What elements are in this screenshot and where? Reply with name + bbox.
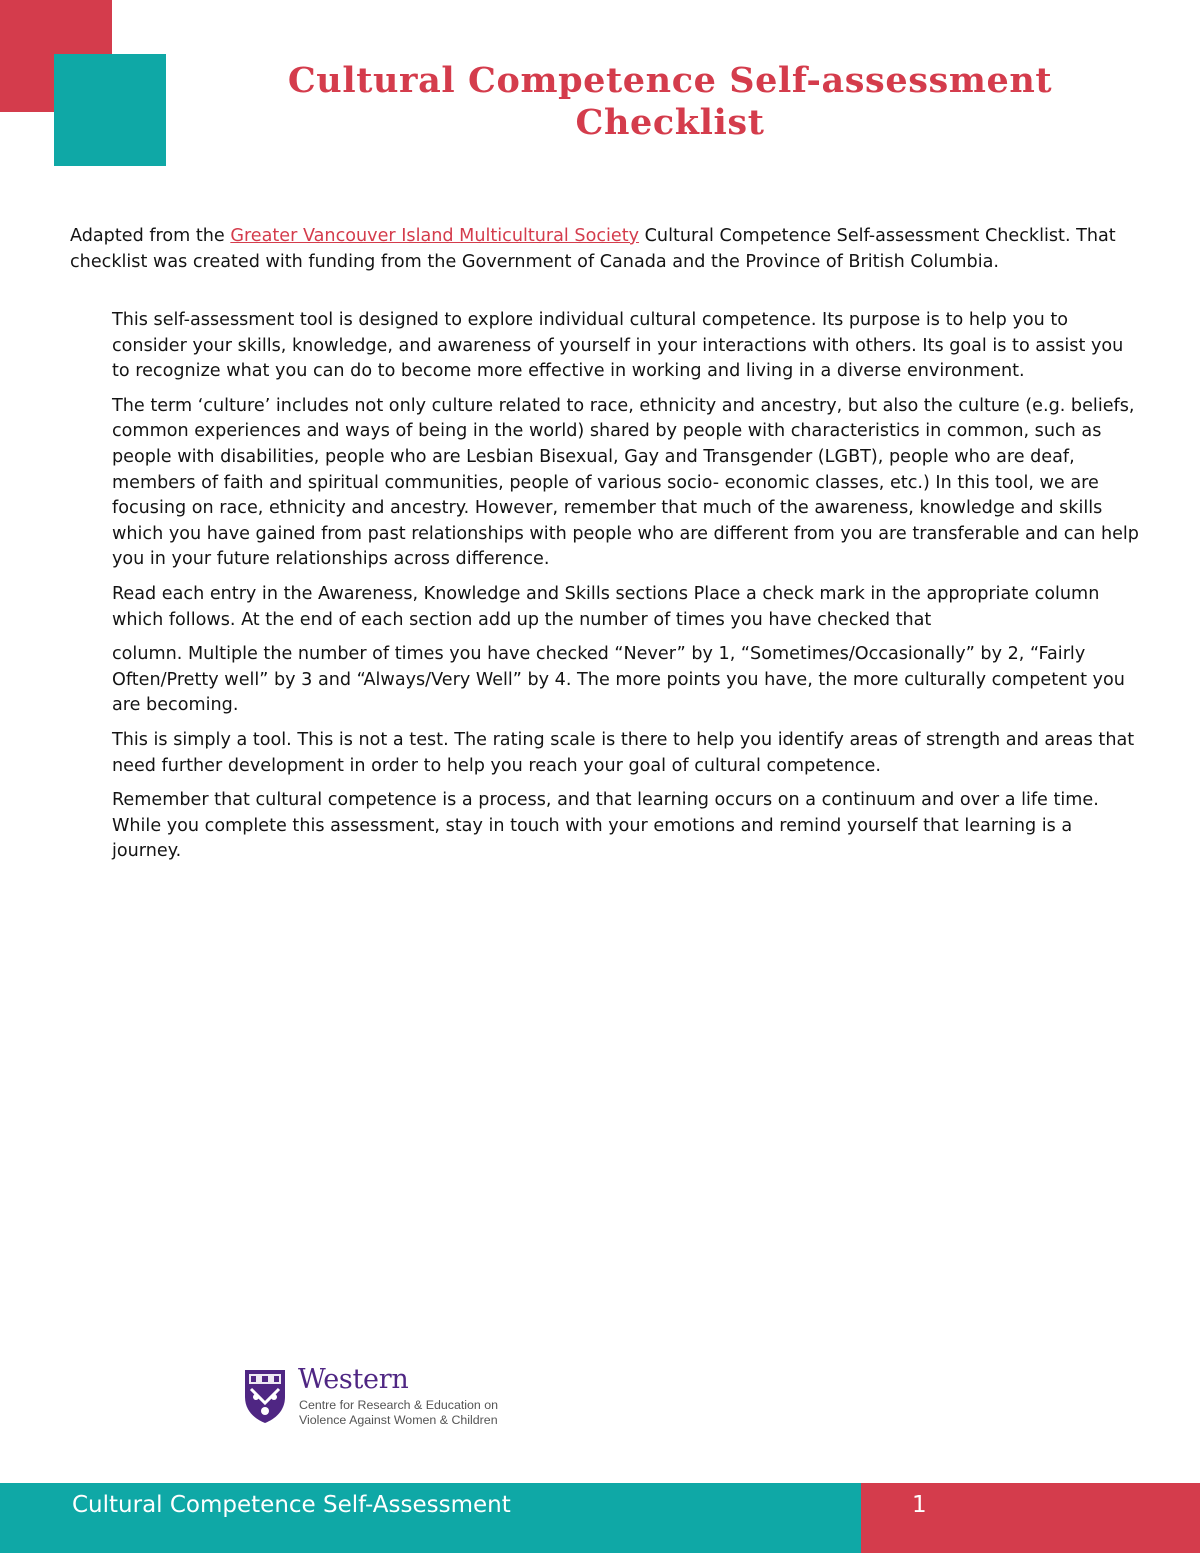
intro-paragraph [70,223,1145,275]
logo-subtitle-line-2: Violence Against Women & Children [299,1412,498,1427]
paragraph-instructions: Read each entry in the Awareness, Knowledge and Skills sections Place a check mark in the appropriate column which follows. At the end of each section add up the number of times you have checked that [112,583,1100,630]
title-line-1: Cultural Competence Self-assessment [287,60,1053,101]
footer-page-number-bar [861,1483,1200,1553]
intro-prefix: Adapted from the [70,226,231,246]
paragraph-purpose: This self-assessment tool is designed to explore individual cultural competence. Its purpose is to help you to consider your skills, knowledge, and awareness of yourself in your interactions with others. Its goal is to assist you to recognize what you can do to become more effective in working and living in a diverse environment. [112,310,1124,382]
western-shield-icon [242,1367,288,1425]
gvims-link[interactable]: Greater Vancouver Island Multicultural Society [230,226,640,246]
logo-name: Western [298,1364,409,1395]
decorative-teal-square [54,54,166,166]
intro-suffix: Cultural Competence Self-assessment Checklist. That checklist was created with funding from the Government of Canada and the Province of British Columbia. [70,226,1116,272]
paragraph-process: Remember that cultural competence is a process, and that learning occurs on a continuum and over a life time. While you complete this assessment, stay in touch with your emotions and remind yourself that learning is a journey. [112,790,1099,862]
western-logo [242,1364,542,1433]
paragraph-culture-definition: The term ‘culture’ includes not only culture related to race, ethnicity and ancestry, but also the culture (e.g. beliefs, common experiences and ways of being in the world) shared by people with characteristics in common, such as people with disabilities, people who are Lesbian Bisexual, Gay and Transgender (LGBT), people who are deaf, members of faith and spiritual communities, people of various socio- economic classes, etc.) In this tool, we are focusing on race, ethnicity and ancestry. However, remember that much of the awareness, knowledge and skills which you have gained from past relationships with people who are different from you are transferable and can help you in your future relationships across difference. [112,395,1139,570]
page-title [170,60,1170,144]
logo-subtitle [299,1398,549,1427]
page-number: 1 [912,1492,927,1518]
paragraph-scoring: column. Multiple the number of times you have checked “Never” by 1, “Sometimes/Occasionally” by 2, “Fairly Often/Pretty well” by 3 and “Always/Very Well” by 4. The more points you have, the more culturally competent you are becoming. [112,644,1125,716]
logo-subtitle-line-1: Centre for Research & Education on [299,1398,499,1412]
footer-document-title: Cultural Competence Self-Assessment [72,1492,511,1518]
paragraph-not-a-test: This is simply a tool. This is not a test. The rating scale is there to help you identify areas of strength and areas that need further development in order to help you reach your goal of cultural competence. [112,729,1135,776]
footer-title-bar [0,1483,861,1553]
title-line-2: Checklist [575,102,765,143]
body-text [112,308,1145,874]
